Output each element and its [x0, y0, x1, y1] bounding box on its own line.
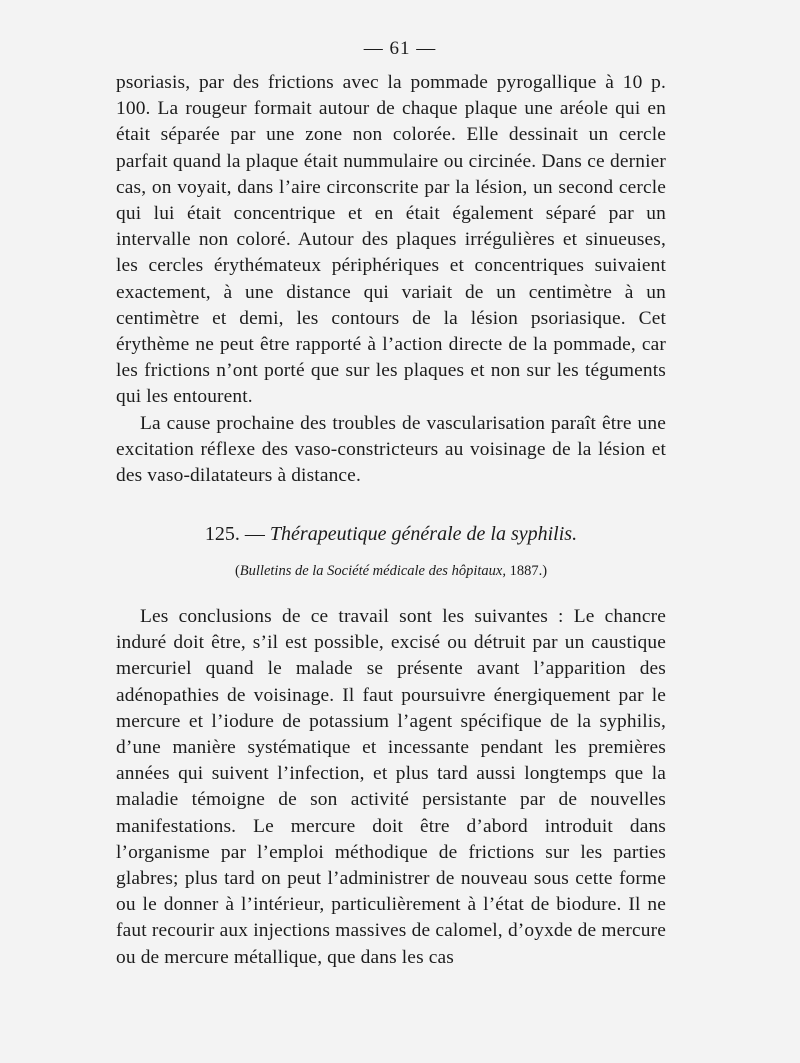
section-title: Thérapeutique générale de la syphilis. [269, 523, 578, 545]
paragraph-cause: La cause prochaine des troubles de vascularisation paraît être une excitation réflexe des vaso-constricteurs au voisinage de la lésion et des vaso-dilatateurs à distance. [116, 412, 666, 487]
body-text-bottom [116, 604, 666, 971]
citation-open: ( [234, 563, 240, 579]
paragraph-conclusions: Les conclusions de ce travail sont les suivantes : Le chancre induré doit être, s’il est possible, excisé ou détruit par un caustique mercuriel quand le malade se présente avant l’apparition des adénopathies de voisinage. Il faut poursuivre énergiquement par le mercure et l’iodure de potassium l’agent spécifique de la syphilis, d’une manière systématique et incessante pendant les premières années qui suivent l’infection, et plus tard aussi longtemps que la maladie témoigne de son activité persistante par de nouvelles manifestations. Le mercure doit être d’abord introduit dans l’organisme par l’emploi méthodique de frictions sur les parties glabres; plus tard on peut l’administrer de nouveau sous cette forme ou le donner à l’intérieur, particulièrement à l’état de biodure. Il ne faut recourir aux injections massives de calomel, d’oyxde de mercure ou de mercure métallique, que dans les cas [116, 606, 666, 968]
paragraph-continuation: psoriasis, par des frictions avec la pommade pyrogallique à 10 p. 100. La rougeur formait autour de chaque plaque une aréole qui en était séparée par une zone non colorée. Elle dessinait un cercle parfait quand la plaque était nummulaire ou circinée. Dans ce dernier cas, on voyait, dans l’aire circonscrite par la lésion, un second cercle qui lui était concentrique et en était également séparé par un intervalle non coloré. Autour des plaques irrégulières et sinueuses, les cercles érythémateux périphériques et concentriques suivaient exactement, à une distance qui variait de un centimètre à un centimètre et demi, les contours de la lésion psoriasique. Cet érythème ne peut être rapporté à l’action directe de la pommade, car les frictions n’ont porté que sur les plaques et non sur les téguments qui les entourent. [116, 72, 666, 408]
section-dash: — [244, 523, 265, 545]
section-citation [116, 563, 666, 580]
section-heading [116, 523, 666, 546]
body-text-top [116, 70, 666, 489]
section-number: 125. [204, 523, 240, 545]
citation-year: 1887.) [509, 563, 548, 579]
citation-source: Bulletins de la Société médicale des hôpitaux, [239, 563, 506, 579]
page-number: — 61 — [363, 38, 437, 59]
